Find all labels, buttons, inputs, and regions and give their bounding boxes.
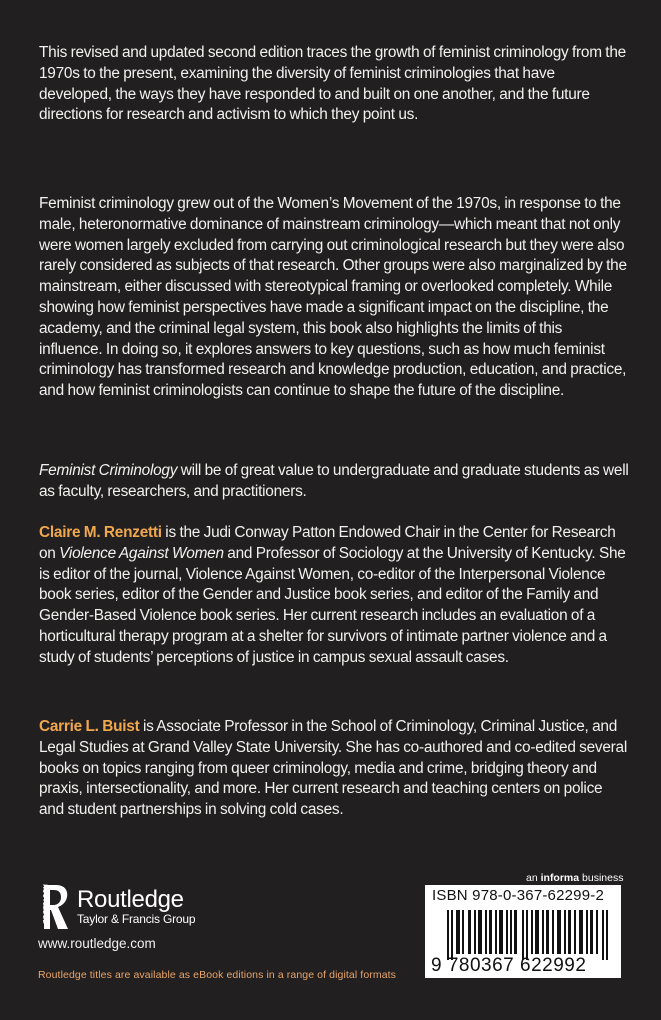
informa-tagline: an informa business <box>526 872 624 884</box>
logo-vertical-text: ROUTLEDGE <box>41 884 47 924</box>
blurb-text-2: Feminist criminology grew out of the Women’s Movement of the 1970s, in response to the male, heteronormative dominance of mainstream criminology—which meant that not only were women largely excluded from carrying out criminological research but they were also rarely considered as subjects of that research. Other groups were also marginalized by the mainstream, either discussed with stereotypical framing or overlooked completely. While showing how feminist perspectives have made a significant impact on the discipline, the academy, and the criminal legal system, this book also highlights the limits of this influence. In doing so, it explores answers to key questions, such as how much feminist criminology has transformed research and knowledge production, education, and practice, and how feminist criminologists can continue to shape the future of the discipline. <box>39 195 627 400</box>
author-bio-text: is the Judi Conway Patton Endowed Chair in the Center for Research on <box>39 524 616 562</box>
publisher-name: Routledge <box>77 886 184 913</box>
blurb-paragraph-1 <box>39 43 629 126</box>
blurb-text-3: will be of great value to undergraduate and graduate students as well as faculty, researchers, and practitioners. <box>39 462 629 500</box>
author-bio-buist <box>39 717 629 821</box>
isbn-barcode <box>425 885 621 978</box>
blurb-paragraph-3 <box>39 461 629 503</box>
barcode-digits: 9 780367 622992 <box>431 955 587 976</box>
isbn-label: ISBN 978-0-367-62299-2 <box>432 887 605 904</box>
author-name: Claire M. Renzetti <box>39 524 162 541</box>
blurb-text-1: This revised and updated second edition traces the growth of feminist criminology from the 1970s to the present, examining the diversity of feminist criminologies that have developed, the ways they have responded to and built on one another, and the future directions for research and activism to which they point us. <box>39 44 626 124</box>
publisher-logo <box>36 884 195 930</box>
author-bio-text: is Associate Professor in the School of Criminology, Criminal Justice, and Legal Studies at Grand Valley State University. She has co-authored and co-edited several books on topics ranging from queer criminology, media and crime, bridging theory and praxis, intersectionality, and more. Her current research and teaching centers on police and student partnerships in solving cold cases. <box>39 718 628 819</box>
book-title: Feminist Criminology <box>39 462 178 479</box>
informa-brand: informa <box>540 872 580 884</box>
barcode-bars-icon <box>447 910 609 960</box>
author-name: Carrie L. Buist <box>39 718 140 735</box>
author-bio-text: and Professor of Sociology at the University of Kentucky. She is editor of the journal, Violence Against Women, co-editor of the Interpersonal Violence book series, editor of the Gender and Justice book series, and editor of the Family and Gender-Based Violence book series. Her current research includes an evaluation of a horticultural therapy program at a shelter for survivors of intimate partner violence and a study of students’ perceptions of justice in campus sexual assault cases. <box>39 544 626 666</box>
publisher-website-link[interactable]: www.routledge.com <box>38 936 156 951</box>
author-bio-renzetti <box>39 523 629 669</box>
author-bio-italic: Violence Against Women <box>59 544 224 562</box>
publisher-group: Taylor & Francis Group <box>77 912 196 926</box>
blurb-paragraph-2 <box>39 194 629 402</box>
routledge-r-icon <box>36 884 69 930</box>
ebook-note: Routledge titles are available as eBook editions in a range of digital formats <box>38 969 397 981</box>
